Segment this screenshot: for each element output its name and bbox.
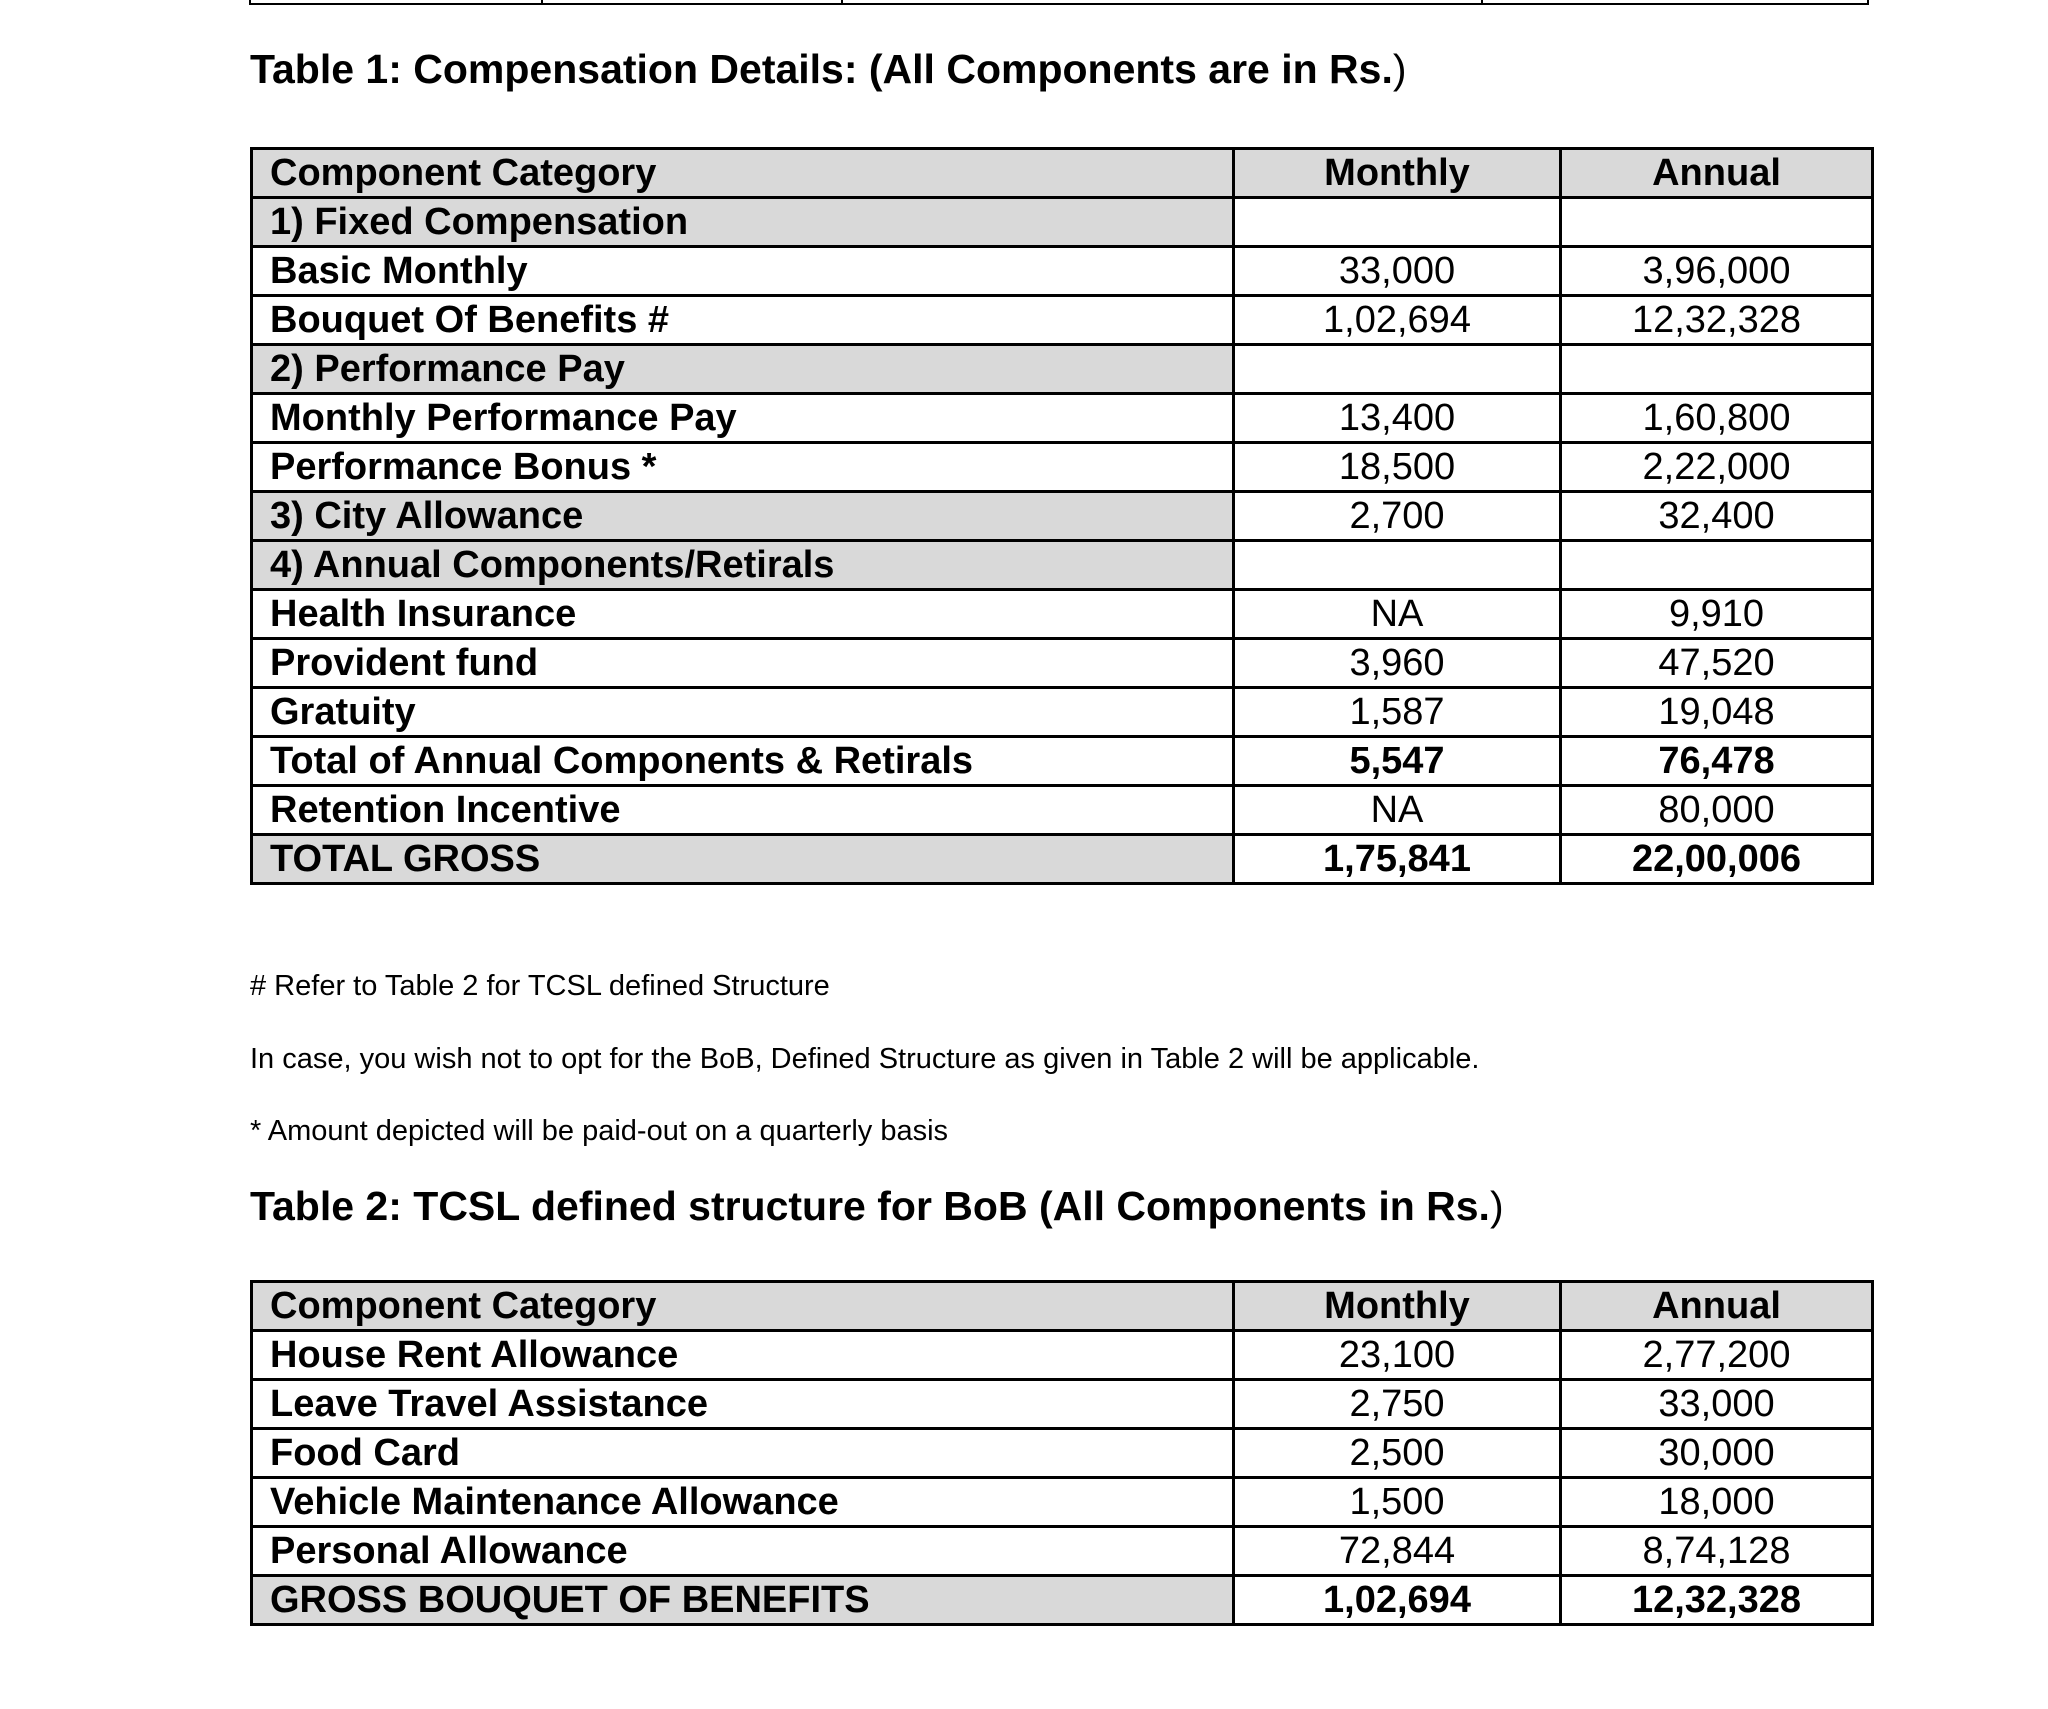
row-label: Performance Bonus * — [252, 443, 1234, 492]
row-label: House Rent Allowance — [252, 1331, 1234, 1380]
row-label: Food Card — [252, 1429, 1234, 1478]
annual-value: 22,00,006 — [1561, 835, 1873, 884]
row-label: Personal Allowance — [252, 1527, 1234, 1576]
annual-value: 12,32,328 — [1561, 296, 1873, 345]
row-label: 1) Fixed Compensation — [252, 198, 1234, 247]
row-label: Health Insurance — [252, 590, 1234, 639]
monthly-value: 5,547 — [1234, 737, 1561, 786]
table-header-row — [252, 149, 1873, 198]
monthly-value: 23,100 — [1234, 1331, 1561, 1380]
annual-value: 12,32,328 — [1561, 1576, 1873, 1625]
row-label: Total of Annual Components & Retirals — [252, 737, 1234, 786]
compensation-table — [250, 147, 1874, 885]
row-label: Monthly Performance Pay — [252, 394, 1234, 443]
row-label: 2) Performance Pay — [252, 345, 1234, 394]
annual-value: 18,000 — [1561, 1478, 1873, 1527]
monthly-value — [1234, 198, 1561, 247]
table-row — [252, 1429, 1873, 1478]
column-header-monthly: Monthly — [1234, 1282, 1561, 1331]
table-row — [252, 1331, 1873, 1380]
note-refer-table2: # Refer to Table 2 for TCSL defined Structure — [250, 970, 830, 1002]
annual-value: 47,520 — [1561, 639, 1873, 688]
column-divider — [1481, 0, 1483, 3]
column-header-category: Component Category — [252, 149, 1234, 198]
column-header-monthly: Monthly — [1234, 149, 1561, 198]
annual-value: 2,77,200 — [1561, 1331, 1873, 1380]
table-row — [252, 737, 1873, 786]
monthly-value: 1,587 — [1234, 688, 1561, 737]
table-row — [252, 541, 1873, 590]
annual-value: 76,478 — [1561, 737, 1873, 786]
row-label: Bouquet Of Benefits # — [252, 296, 1234, 345]
row-label: Provident fund — [252, 639, 1234, 688]
row-label: Vehicle Maintenance Allowance — [252, 1478, 1234, 1527]
annual-value — [1561, 541, 1873, 590]
annual-value: 32,400 — [1561, 492, 1873, 541]
annual-value — [1561, 345, 1873, 394]
table-row — [252, 394, 1873, 443]
annual-value: 2,22,000 — [1561, 443, 1873, 492]
table-row — [252, 198, 1873, 247]
table-row — [252, 1527, 1873, 1576]
monthly-value: 1,500 — [1234, 1478, 1561, 1527]
row-label: Gratuity — [252, 688, 1234, 737]
monthly-value: NA — [1234, 590, 1561, 639]
table-row — [252, 247, 1873, 296]
monthly-value: 33,000 — [1234, 247, 1561, 296]
row-label: TOTAL GROSS — [252, 835, 1234, 884]
column-header-annual: Annual — [1561, 149, 1873, 198]
monthly-value: 2,750 — [1234, 1380, 1561, 1429]
table-row — [252, 639, 1873, 688]
bob-structure-table — [250, 1280, 1874, 1626]
annual-value — [1561, 198, 1873, 247]
table-row — [252, 492, 1873, 541]
monthly-value: 2,700 — [1234, 492, 1561, 541]
monthly-value: 1,02,694 — [1234, 1576, 1561, 1625]
table-row — [252, 786, 1873, 835]
row-label: 4) Annual Components/Retirals — [252, 541, 1234, 590]
annual-value: 9,910 — [1561, 590, 1873, 639]
note-opt-out: In case, you wish not to opt for the BoB, Defined Structure as given in Table 2 will be applicable. — [250, 1043, 1480, 1075]
total-row — [252, 835, 1873, 884]
monthly-value: 3,960 — [1234, 639, 1561, 688]
row-label: 3) City Allowance — [252, 492, 1234, 541]
column-header-category: Component Category — [252, 1282, 1234, 1331]
table-row — [252, 443, 1873, 492]
row-label: Retention Incentive — [252, 786, 1234, 835]
annual-value: 1,60,800 — [1561, 394, 1873, 443]
annual-value: 3,96,000 — [1561, 247, 1873, 296]
table2-heading: Table 2: TCSL defined structure for BoB (All Components in Rs.) — [250, 1183, 1504, 1229]
column-divider — [541, 0, 543, 3]
table-row — [252, 296, 1873, 345]
row-label: Basic Monthly — [252, 247, 1234, 296]
table-row — [252, 345, 1873, 394]
monthly-value: 1,02,694 — [1234, 296, 1561, 345]
monthly-value: 1,75,841 — [1234, 835, 1561, 884]
monthly-value: 18,500 — [1234, 443, 1561, 492]
monthly-value: 13,400 — [1234, 394, 1561, 443]
column-header-annual: Annual — [1561, 1282, 1873, 1331]
table-row — [252, 1380, 1873, 1429]
row-label: GROSS BOUQUET OF BENEFITS — [252, 1576, 1234, 1625]
row-label: Leave Travel Assistance — [252, 1380, 1234, 1429]
note-quarterly: * Amount depicted will be paid-out on a quarterly basis — [250, 1115, 949, 1147]
annual-value: 8,74,128 — [1561, 1527, 1873, 1576]
annual-value: 30,000 — [1561, 1429, 1873, 1478]
table-row — [252, 688, 1873, 737]
annual-value: 19,048 — [1561, 688, 1873, 737]
annual-value: 33,000 — [1561, 1380, 1873, 1429]
table-row — [252, 590, 1873, 639]
table1-heading: Table 1: Compensation Details: (All Components are in Rs.) — [250, 46, 1407, 92]
table-row — [252, 1478, 1873, 1527]
monthly-value — [1234, 345, 1561, 394]
column-divider — [841, 0, 843, 3]
monthly-value: NA — [1234, 786, 1561, 835]
annual-value: 80,000 — [1561, 786, 1873, 835]
monthly-value: 72,844 — [1234, 1527, 1561, 1576]
table-header-row — [252, 1282, 1873, 1331]
total-row — [252, 1576, 1873, 1625]
monthly-value — [1234, 541, 1561, 590]
monthly-value: 2,500 — [1234, 1429, 1561, 1478]
previous-table-bottom-edge — [249, 0, 1869, 5]
